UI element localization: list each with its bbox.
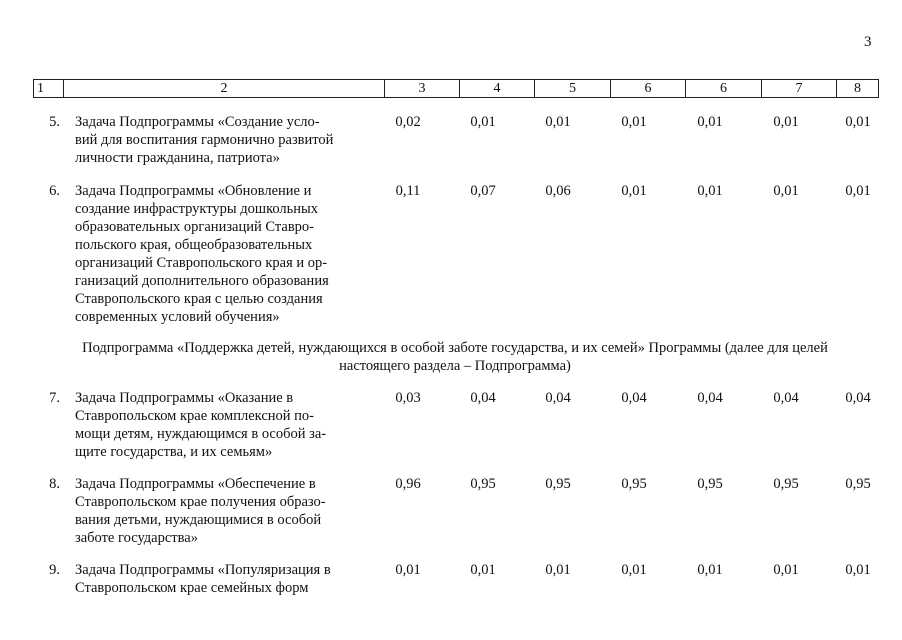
value-col-3: 0,11 bbox=[395, 183, 421, 199]
value-col-6b: 0,01 bbox=[697, 114, 723, 130]
value-col-7: 0,01 bbox=[773, 114, 799, 130]
description-line: Задача Подпрограммы «Обновление и bbox=[75, 183, 312, 199]
description-line: ганизаций дополнительного образования bbox=[75, 273, 329, 289]
subprogram-heading bbox=[55, 339, 855, 375]
header-cell-9: 8 bbox=[837, 80, 879, 98]
value-col-6b: 0,01 bbox=[697, 183, 723, 199]
value-col-6: 0,01 bbox=[621, 562, 647, 578]
description-line: Ставропольском крае комплексной по- bbox=[75, 408, 314, 424]
value-col-6: 0,04 bbox=[621, 390, 647, 406]
value-col-7: 0,01 bbox=[773, 562, 799, 578]
value-col-3: 0,03 bbox=[395, 390, 421, 406]
subprogram-heading-line: Подпрограмма «Поддержка детей, нуждающихся в особой заботе государства, и их семей» Программы (далее для целей bbox=[82, 340, 828, 356]
description-line: Задача Подпрограммы «Обеспечение в bbox=[75, 476, 316, 492]
row-description bbox=[75, 113, 345, 167]
description-line: Ставропольском крае получения образо- bbox=[75, 494, 326, 510]
row-number: 6. bbox=[49, 183, 60, 199]
header-cell-5: 5 bbox=[535, 80, 611, 98]
description-line: Задача Подпрограммы «Популяризация в bbox=[75, 562, 331, 578]
row-number: 8. bbox=[49, 476, 60, 492]
description-line: мощи детям, нуждающимся в особой за- bbox=[75, 426, 327, 442]
description-line: современных условий обучения» bbox=[75, 309, 280, 325]
row-description bbox=[75, 389, 345, 461]
row-description bbox=[75, 182, 345, 326]
value-col-7: 0,95 bbox=[773, 476, 799, 492]
column-number-header bbox=[33, 79, 879, 98]
description-line: Ставропольском крае семейных форм bbox=[75, 580, 309, 596]
value-col-8: 0,01 bbox=[845, 114, 871, 130]
subprogram-heading-line: настоящего раздела – Подпрограмма) bbox=[339, 358, 571, 374]
value-col-8: 0,01 bbox=[845, 183, 871, 199]
value-col-3: 0,02 bbox=[395, 114, 421, 130]
header-cell-7: 6 bbox=[686, 80, 762, 98]
description-line: Задача Подпрограммы «Создание усло- bbox=[75, 114, 320, 130]
value-col-4: 0,01 bbox=[470, 114, 496, 130]
row-description bbox=[75, 475, 345, 547]
header-cell-6: 6 bbox=[611, 80, 686, 98]
value-col-4: 0,07 bbox=[470, 183, 496, 199]
header-cell-3: 3 bbox=[385, 80, 460, 98]
description-line: вий для воспитания гармонично развитой bbox=[75, 132, 334, 148]
description-line: Ставропольского края с целью создания bbox=[75, 291, 323, 307]
value-col-5: 0,04 bbox=[545, 390, 571, 406]
description-line: организаций Ставропольского края и ор- bbox=[75, 255, 328, 271]
value-col-4: 0,01 bbox=[470, 562, 496, 578]
value-col-6: 0,01 bbox=[621, 183, 647, 199]
header-cell-2: 2 bbox=[64, 80, 385, 98]
value-col-8: 0,95 bbox=[845, 476, 871, 492]
value-col-4: 0,95 bbox=[470, 476, 496, 492]
header-row bbox=[34, 80, 879, 98]
value-col-4: 0,04 bbox=[470, 390, 496, 406]
value-col-5: 0,95 bbox=[545, 476, 571, 492]
value-col-6: 0,95 bbox=[621, 476, 647, 492]
description-line: вания детьми, нуждающимися в особой bbox=[75, 512, 322, 528]
value-col-7: 0,01 bbox=[773, 183, 799, 199]
value-col-7: 0,04 bbox=[773, 390, 799, 406]
row-number: 7. bbox=[49, 390, 60, 406]
description-line: создание инфраструктуры дошкольных bbox=[75, 201, 319, 217]
value-col-6b: 0,01 bbox=[697, 562, 723, 578]
row-description bbox=[75, 561, 345, 597]
value-col-6: 0,01 bbox=[621, 114, 647, 130]
value-col-5: 0,01 bbox=[545, 114, 571, 130]
value-col-8: 0,04 bbox=[845, 390, 871, 406]
value-col-5: 0,01 bbox=[545, 562, 571, 578]
header-cell-4: 4 bbox=[460, 80, 535, 98]
value-col-5: 0,06 bbox=[545, 183, 571, 199]
description-line: заботе государства» bbox=[75, 530, 198, 546]
value-col-3: 0,01 bbox=[395, 562, 421, 578]
description-line: польского края, общеобразовательных bbox=[75, 237, 313, 253]
description-line: личности гражданина, патриота» bbox=[75, 150, 280, 166]
page-number: 3 bbox=[864, 34, 872, 50]
row-number: 5. bbox=[49, 114, 60, 130]
description-line: Задача Подпрограммы «Оказание в bbox=[75, 390, 294, 406]
value-col-6b: 0,04 bbox=[697, 390, 723, 406]
description-line: образовательных организаций Ставро- bbox=[75, 219, 314, 235]
row-number: 9. bbox=[49, 562, 60, 578]
header-cell-1: 1 bbox=[34, 80, 64, 98]
value-col-8: 0,01 bbox=[845, 562, 871, 578]
value-col-3: 0,96 bbox=[395, 476, 421, 492]
description-line: щите государства, и их семьям» bbox=[75, 444, 273, 460]
value-col-6b: 0,95 bbox=[697, 476, 723, 492]
header-cell-8: 7 bbox=[762, 80, 837, 98]
